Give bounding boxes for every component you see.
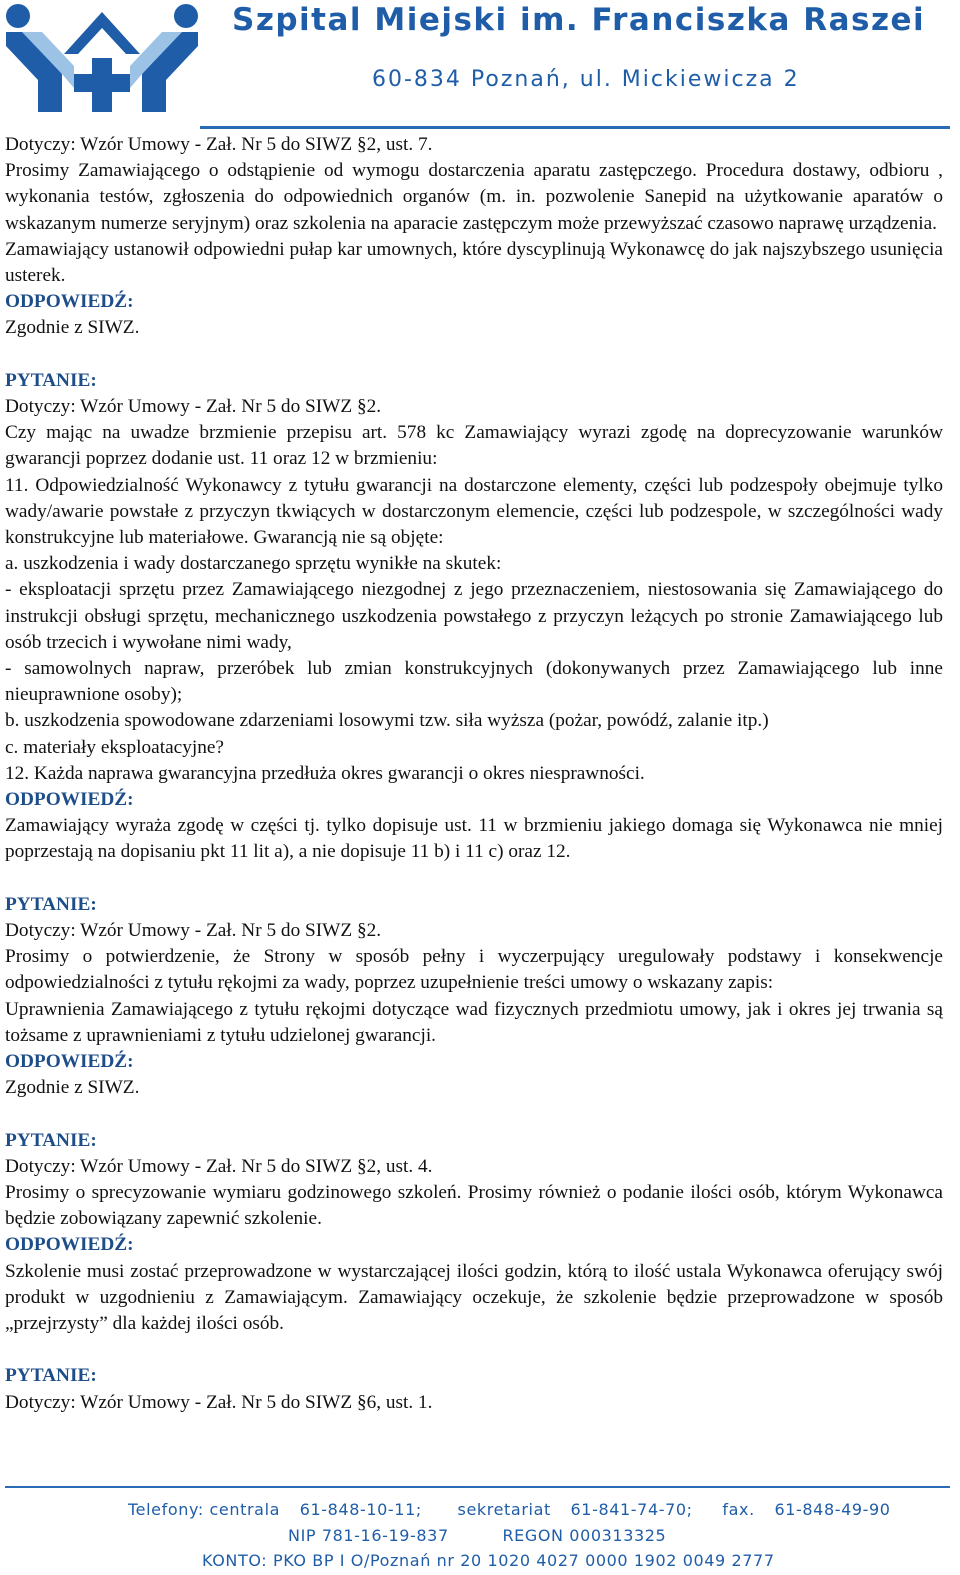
document-body bbox=[5, 132, 943, 1416]
reference-line: Dotyczy: Wzór Umowy - Zał. Nr 5 do SIWZ §6, ust. 1. bbox=[5, 1391, 433, 1413]
answer-label: ODPOWIEDŹ: bbox=[5, 1234, 134, 1256]
question-paragraph: c. materiały eksploatacyjne? bbox=[5, 736, 224, 758]
question-paragraph: Uprawnienia Zamawiającego z tytułu rękojmi dotyczące wad fizycznych przedmiotu umowy, jak i okres jej trwania są tożsame z uprawnieniami z tytułu udzielonej gwarancji. bbox=[5, 998, 943, 1046]
footer-divider bbox=[5, 1486, 950, 1488]
reference-line: Dotyczy: Wzór Umowy - Zał. Nr 5 do SIWZ §2. bbox=[5, 396, 382, 418]
regon: REGON 000313325 bbox=[502, 1526, 667, 1545]
answer-label: ODPOWIEDŹ: bbox=[5, 1051, 134, 1073]
answer-label: ODPOWIEDŹ: bbox=[5, 789, 134, 811]
question-paragraph: 12. Każda naprawa gwarancyjna przedłuża okres gwarancji o okres niesprawności. bbox=[5, 762, 645, 784]
phones-label: Telefony: centrala bbox=[128, 1500, 281, 1519]
question-paragraph: 11. Odpowiedzialność Wykonawcy z tytułu gwarancji na dostarczone elementy, części lub podzespoły obejmuje tylko wady/awarie powstałe z przyczyn tkwiących w dostarczonym elemencie, części lub podzespole, w szczególności wady konstrukcyjne lub materiałowe. Gwarancją nie są objęte: bbox=[5, 474, 943, 549]
sekretariat-number: 61-841-74-70; bbox=[570, 1500, 693, 1519]
answer-text: Szkolenie musi zostać przeprowadzone w wystarczającej ilości godzin, którą to ilość ustala Wykonawca oferujący swój produkt w uzgodnieniu z Zamawiającym. Zamawiający oczekuje, że szkolenie będzie przeprowadzone w sposób „przejrzysty” dla każdej ilości osób. bbox=[5, 1260, 943, 1335]
question-label: PYTANIE: bbox=[5, 1365, 97, 1387]
question-paragraph: b. uszkodzenia spowodowane zdarzeniami losowymi tzw. siła wyższa (pożar, powódź, zalanie itp.) bbox=[5, 710, 769, 732]
fax-label: fax. bbox=[722, 1500, 755, 1519]
answer-text: Zgodnie z SIWZ. bbox=[5, 1077, 140, 1099]
answer-text: Zamawiający wyraża zgodę w części tj. tylko dopisuje ust. 11 w brzmieniu jakiego domaga się Wykonawca nie mniej poprzestają na dopisaniu pkt 11 lit a), a nie dopisuje 11 b) i 11 c) oraz 12. bbox=[5, 815, 943, 863]
answer-text: Zgodnie z SIWZ. bbox=[5, 317, 140, 339]
hospital-address: 60-834 Poznań, ul. Mickiewicza 2 bbox=[372, 67, 800, 92]
question-label: PYTANIE: bbox=[5, 893, 97, 915]
question-label: PYTANIE: bbox=[5, 1129, 97, 1151]
centrala-number: 61-848-10-11; bbox=[299, 1500, 422, 1519]
hospital-name: Szpital Miejski im. Franciszka Raszei bbox=[232, 2, 926, 38]
footer-account: KONTO: PKO BP I O/Poznań nr 20 1020 4027 0000 1902 0049 2777 bbox=[202, 1551, 775, 1570]
answer-label: ODPOWIEDŹ: bbox=[5, 291, 134, 313]
question-paragraph: Prosimy o sprecyzowanie wymiaru godzinowego szkoleń. Prosimy również o podanie ilości osób, którym Wykonawca będzie zobowiązany zapewnić szkolenie. bbox=[5, 1182, 943, 1230]
question-paragraph: Prosimy Zamawiającego o odstąpienie od wymogu dostarczenia aparatu zastępczego. Procedura dostawy, odbioru , wykonania testów, zgłoszenia do odpowiednich organów (m. in. pozwolenie Sanepid na użytkowanie aparatów o wskazanym numerze seryjnym) oraz szkolenia na aparacie zastępczym może przewyższać czasowo naprawę urządzenia. bbox=[5, 160, 943, 234]
fax-number: 61-848-49-90 bbox=[774, 1500, 891, 1519]
footer-phones bbox=[128, 1500, 905, 1519]
reference-line: Dotyczy: Wzór Umowy - Zał. Nr 5 do SIWZ §2, ust. 4. bbox=[5, 1155, 433, 1177]
nip: NIP 781-16-19-837 bbox=[288, 1526, 449, 1545]
reference-line: Dotyczy: Wzór Umowy - Zał. Nr 5 do SIWZ §2, ust. 7. bbox=[5, 134, 433, 155]
question-paragraph: a. uszkodzenia i wady dostarczanego sprzętu wynikłe na skutek: bbox=[5, 553, 502, 575]
letterhead bbox=[0, 0, 960, 130]
header-divider bbox=[200, 126, 950, 129]
footer-ids bbox=[288, 1526, 680, 1545]
hospital-logo bbox=[2, 2, 202, 112]
question-label: PYTANIE: bbox=[5, 369, 97, 391]
question-paragraph: Czy mając na uwadze brzmienie przepisu art. 578 kc Zamawiający wyrazi zgodę na doprecyzowanie warunków gwarancji poprzez dodanie ust. 11 oraz 12 w brzmieniu: bbox=[5, 422, 943, 470]
sekretariat-label: sekretariat bbox=[457, 1500, 551, 1519]
question-paragraph: - samowolnych napraw, przeróbek lub zmian konstrukcyjnych (dokonywanych przez Zamawiającego lub inne nieuprawnione osoby); bbox=[5, 658, 943, 706]
question-paragraph: Zamawiający ustanowił odpowiedni pułap kar umownych, które dyscyplinują Wykonawcę do jak najszybszego usunięcia usterek. bbox=[5, 238, 943, 287]
question-paragraph: Prosimy o potwierdzenie, że Strony w sposób pełny i wyczerpujący uregulowały podstawy i konsekwencje odpowiedzialności z tytułu rękojmi za wady, poprzez uzupełnienie treści umowy o wskazany zapis: bbox=[5, 946, 943, 994]
reference-line: Dotyczy: Wzór Umowy - Zał. Nr 5 do SIWZ §2. bbox=[5, 920, 382, 942]
question-paragraph: - eksploatacji sprzętu przez Zamawiającego niezgodnej z jego przeznaczeniem, niestosowania się Zamawiającego do instrukcji obsługi sprzętu, mechanicznego uszkodzenia powstałego z przyczyn leżących po stronie Zamawiającego lub osób trzecich i wywołane nimi wady, bbox=[5, 579, 943, 653]
